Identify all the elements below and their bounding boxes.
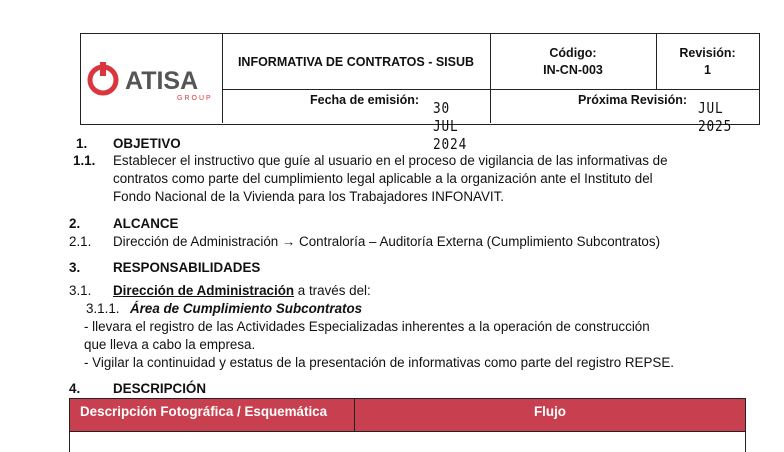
table-header-col-description: Descripción Fotográfica / Esquemática [70, 399, 355, 431]
logo-cell [81, 34, 223, 123]
emision-cell [222, 89, 491, 153]
revision-label: Revisión: [679, 45, 736, 60]
proxima-value: JUL 2025 [698, 99, 733, 135]
section-3-1-name: Dirección de Administración [113, 283, 295, 298]
section-1-number: 1. [76, 136, 88, 151]
atisa-logo [87, 56, 217, 106]
description-table-header [69, 398, 746, 432]
revision-cell [656, 34, 759, 90]
emision-label: Fecha de emisión: [310, 93, 420, 107]
title-text: INFORMATIVA DE CONTRATOS - SISUB [237, 54, 475, 69]
section-3-number: 3. [69, 260, 81, 275]
section-1-title: OBJETIVO [113, 136, 181, 151]
section-3-1-1-title: Área de Cumplimiento Subcontratos [130, 301, 363, 316]
section-3-1-line [113, 283, 371, 298]
section-4-number: 4. [69, 381, 81, 396]
section-2-1-text: Dirección de Administración → Contraloría – Auditoría Externa (Cumplimiento Subcontratos) [113, 234, 661, 249]
section-1-1-line2: contratos como parte del cumplimiento legal aplicable a la organización ante el Instituto del [113, 171, 653, 186]
logo-text: ATISA [125, 67, 199, 95]
section-3-1-1-number: 3.1.1. [86, 301, 120, 316]
code-cell [490, 34, 657, 90]
section-3-1-number: 3.1. [69, 283, 92, 298]
section-1-1-number: 1.1. [73, 153, 96, 168]
bullet-2: - Vigilar la continuidad y estatus de la presentación de informativas como parte del registro REPSE. [84, 355, 674, 370]
section-4-title: DESCRIPCIÓN [113, 381, 207, 396]
codigo-value: IN-CN-003 [543, 62, 603, 77]
bullet-1-line1: - llevara el registro de las Actividades Especializadas inherentes a la operación de construcción [84, 319, 650, 334]
section-3-1-rest: a través del: [294, 283, 371, 298]
section-2-title: ALCANCE [113, 216, 179, 231]
description-table-body [69, 432, 746, 452]
section-3-title: RESPONSABILIDADES [113, 260, 261, 275]
section-1-1-line3: Fondo Nacional de la Vivienda para los Trabajadores INFONAVIT. [113, 189, 505, 204]
section-2-1-number: 2.1. [69, 234, 92, 249]
section-2-number: 2. [69, 216, 81, 231]
codigo-label: Código: [549, 45, 597, 60]
revision-value: 1 [704, 62, 711, 77]
logo-subtext: GROUP [177, 95, 213, 102]
proxima-cell [490, 89, 759, 135]
proxima-label: Próxima Revisión: [578, 93, 688, 107]
bullet-1-line2: que lleva a cabo la empresa. [84, 337, 256, 352]
document-title [222, 34, 491, 90]
emision-value: 30 JUL 2024 [433, 99, 468, 153]
section-1-1-line1: Establecer el instructivo que guíe al usuario en el proceso de vigilancia de las informativas de [113, 153, 668, 168]
table-header-col-flujo: Flujo [534, 404, 566, 419]
